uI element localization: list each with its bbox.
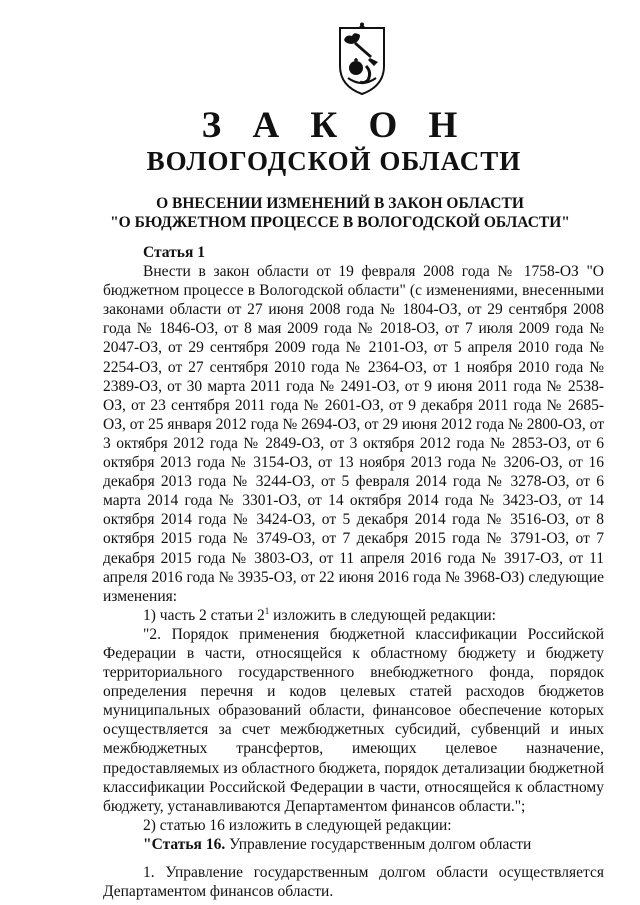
article1-intro: Внести в закон области от 19 февраля 2008 года № 1758-ОЗ "О бюджетном процессе в Вологодской области" (с изменениями, внесенными законами области от 27 июня 2008 года № 1804-ОЗ, от 29 сентября 2008 года № 1846-ОЗ, от 8 мая 2009 года № 2018-ОЗ, от 7 июля 2009 года № 2047-ОЗ, от 29 сентября 2009 года № 2101-ОЗ, от 5 апреля 2010 года № 2254-ОЗ, от 27 сентября 2010 года № 2364-ОЗ, от 1 ноября 2010 года № 2389-ОЗ, от 30 марта 2011 года № 2491-ОЗ, от 9 июня 2011 года № 2538-ОЗ, от 23 сентября 2011 года № 2601-ОЗ, от 9 декабря 2011 года № 2685-ОЗ, от 25 января 2012 года № 2694-ОЗ, от 29 июня 2012 года № 2800-ОЗ, от 3 октября 2012 года № 2849-ОЗ, от 3 октября 2012 года № 2853-ОЗ, от 6 октября 2013 года № 3154-ОЗ, от 13 ноября 2013 года № 3206-ОЗ, от 16 декабря 2013 года № 3244-ОЗ, от 5 февраля 2014 года № 3278-ОЗ, от 6 марта 2014 года № 3301-ОЗ, от 14 октября 2014 года № 3423-ОЗ, от 14 октября 2014 года № 3424-ОЗ, от 5 декабря 2014 года № 3516-ОЗ, от 8 октября 2015 года № 3749-ОЗ, от 7 декабря 2015 года № 3791-ОЗ, от 7 декабря 2015 года № 3803-ОЗ, от 11 апреля 2016 года № 3917-ОЗ, от 11 апреля 2016 года № 3935-ОЗ, от 22 июня 2016 года № 3968-ОЗ) следующие изменения: [103, 263, 604, 605]
article16-point1: 1. Управление государственным долгом области осуществляется Департаментом финансов области. [103, 864, 604, 901]
region-title: ВОЛОГОДСКОЙ ОБЛАСТИ [146, 146, 522, 176]
law-subtitle-line2: "О БЮДЖЕТНОМ ПРОЦЕССЕ В ВОЛОГОДСКОЙ ОБЛАСТИ" [110, 214, 570, 231]
item1 [103, 606, 604, 625]
vologda-coat-of-arms-icon [336, 22, 388, 96]
article16-heading [103, 835, 604, 854]
item1-prefix: 1) часть 2 статьи 2 [143, 606, 265, 624]
article16-number: "Статья 16. [143, 835, 226, 853]
item2: 2) статью 16 изложить в следующей редакции: [143, 816, 452, 834]
item1-suffix: изложить в следующей редакции: [269, 606, 496, 624]
article16-title: Управление государственным долгом области [225, 835, 532, 853]
item1-superscript: 1 [264, 605, 270, 616]
law-title: З А К О Н [201, 105, 469, 146]
law-subtitle-line1: О ВНЕСЕНИИ ИЗМЕНЕНИЙ В ЗАКОН ОБЛАСТИ [156, 195, 524, 212]
quote-part2: "2. Порядок применения бюджетной классификации Российской Федерации в части, относящейся к областному бюджету и бюджету территориального государственного внебюджетного фонда, порядок определения перечня и кодов целевых статей расходов бюджетов муниципальных образований области, финансовое обеспечение которых осуществляется за счет межбюджетных субсидий, субвенций и иных межбюджетных трансфертов, имеющих целевое назначение, предоставляемых из областного бюджета, порядок детализации бюджетной классификации Российской Федерации в части, относящейся к областному бюджету, устанавливаются Департаментом финансов области."; [103, 625, 604, 815]
article1-heading: Статья 1 [143, 244, 205, 261]
article-body [103, 243, 604, 901]
